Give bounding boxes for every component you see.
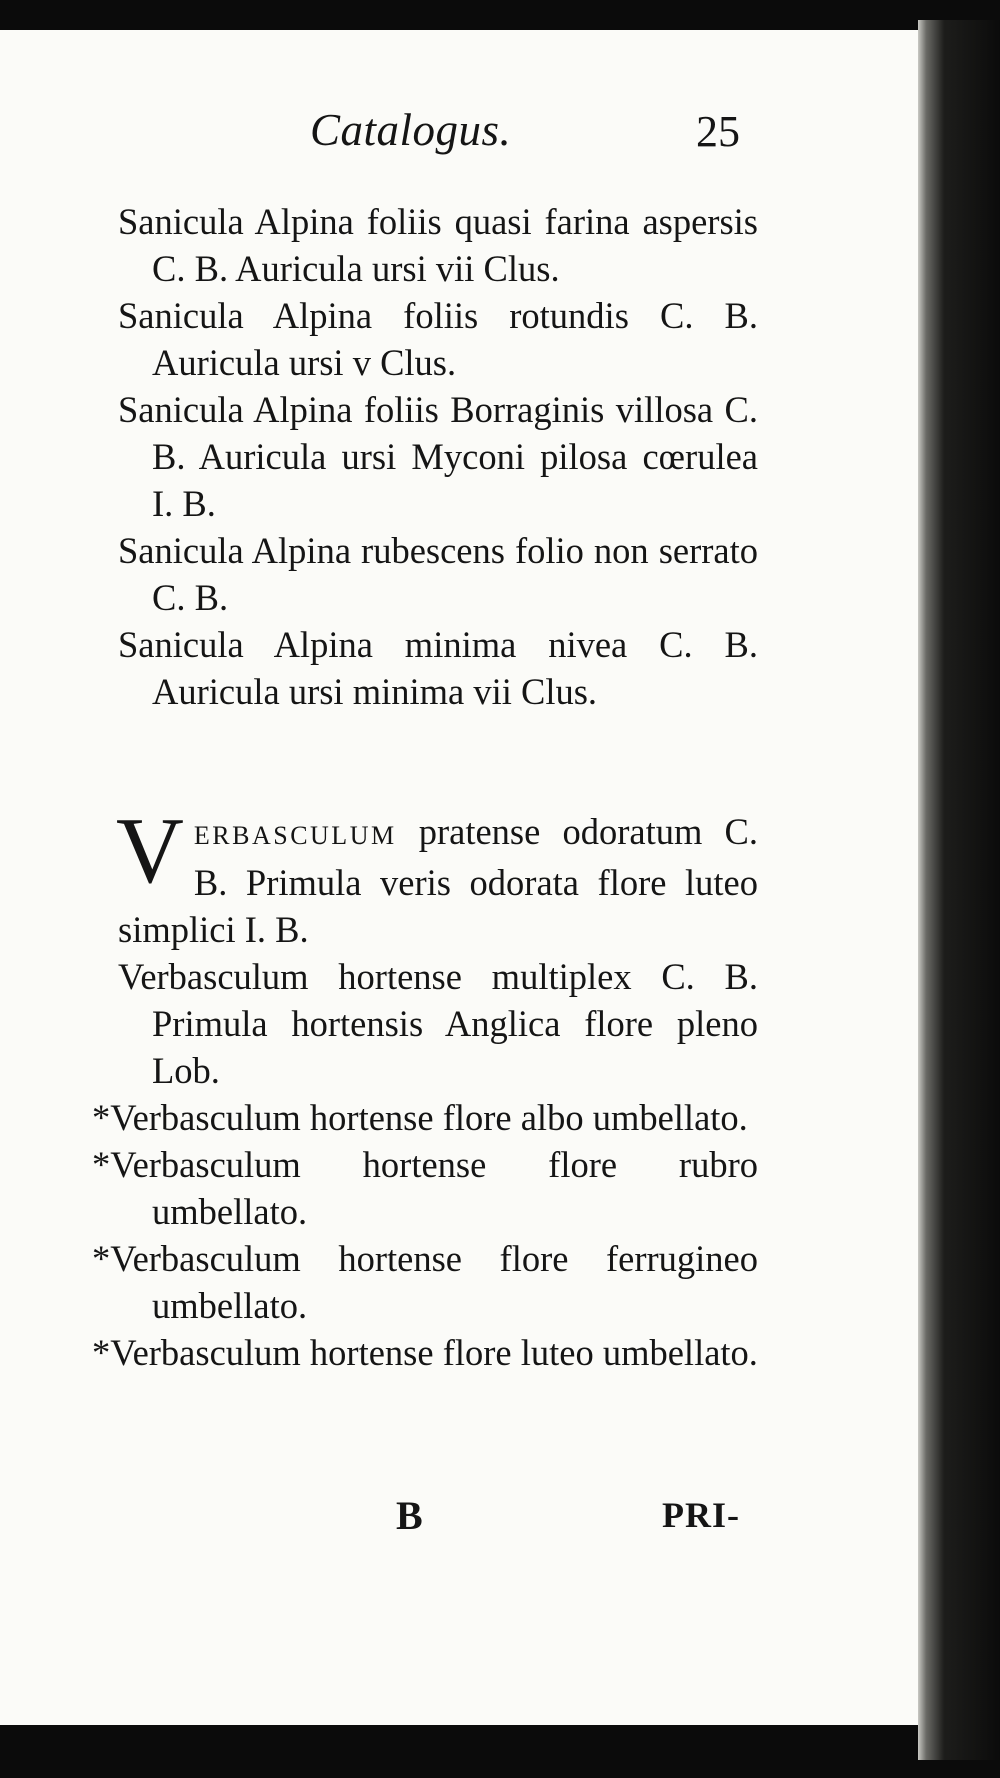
page-header bbox=[0, 104, 760, 174]
smallcaps-heading: ERBASCULUM bbox=[193, 821, 397, 850]
catalogue-entry: Verbasculum hortense multiplex C. B. Primula hortensis Anglica flore pleno Lob. bbox=[118, 956, 758, 1091]
catalogue-entry-starred: *Verbasculum hortense flore ferrugineo umbellato. bbox=[92, 1238, 758, 1326]
drop-cap-initial: V bbox=[116, 799, 184, 903]
catalogue-entry: Sanicula Alpina minima nivea C. B. Auricula ursi minima vii Clus. bbox=[118, 624, 758, 712]
signature-mark: B bbox=[396, 1493, 423, 1538]
page-number: 25 bbox=[696, 107, 740, 156]
section-entry-text: pratense odoratum C. B. Primula veris odorata flore luteo simplici I. B. bbox=[118, 811, 758, 950]
section-opening-entry bbox=[116, 799, 758, 953]
catalogue-entry-starred: *Verbasculum hortense flore albo umbellato. bbox=[92, 1097, 748, 1138]
catalogue-entry-starred: *Verbasculum hortense flore luteo umbellato. bbox=[92, 1332, 758, 1373]
catalogue-entry: Sanicula Alpina foliis quasi farina aspersis C. B. Auricula ursi vii Clus. bbox=[118, 201, 758, 289]
catalogue-entries bbox=[92, 198, 758, 1376]
catalogue-entry: Sanicula Alpina foliis Borraginis villosa C. B. Auricula ursi Myconi pilosa cœrulea I. B. bbox=[118, 389, 758, 524]
catalogue-entry: Sanicula Alpina rubescens folio non serrato C. B. bbox=[118, 530, 758, 618]
section-gap bbox=[118, 715, 758, 808]
book-page bbox=[0, 30, 958, 1725]
book-spine-shadow bbox=[918, 20, 1000, 1760]
catalogue-entry: Sanicula Alpina foliis rotundis C. B. Auricula ursi v Clus. bbox=[118, 295, 758, 383]
page-footer bbox=[0, 1492, 760, 1552]
catalogue-entry-starred: *Verbasculum hortense flore rubro umbellato. bbox=[92, 1144, 758, 1232]
catchword: PRI- bbox=[662, 1495, 740, 1535]
running-title: Catalogus. bbox=[310, 105, 512, 155]
